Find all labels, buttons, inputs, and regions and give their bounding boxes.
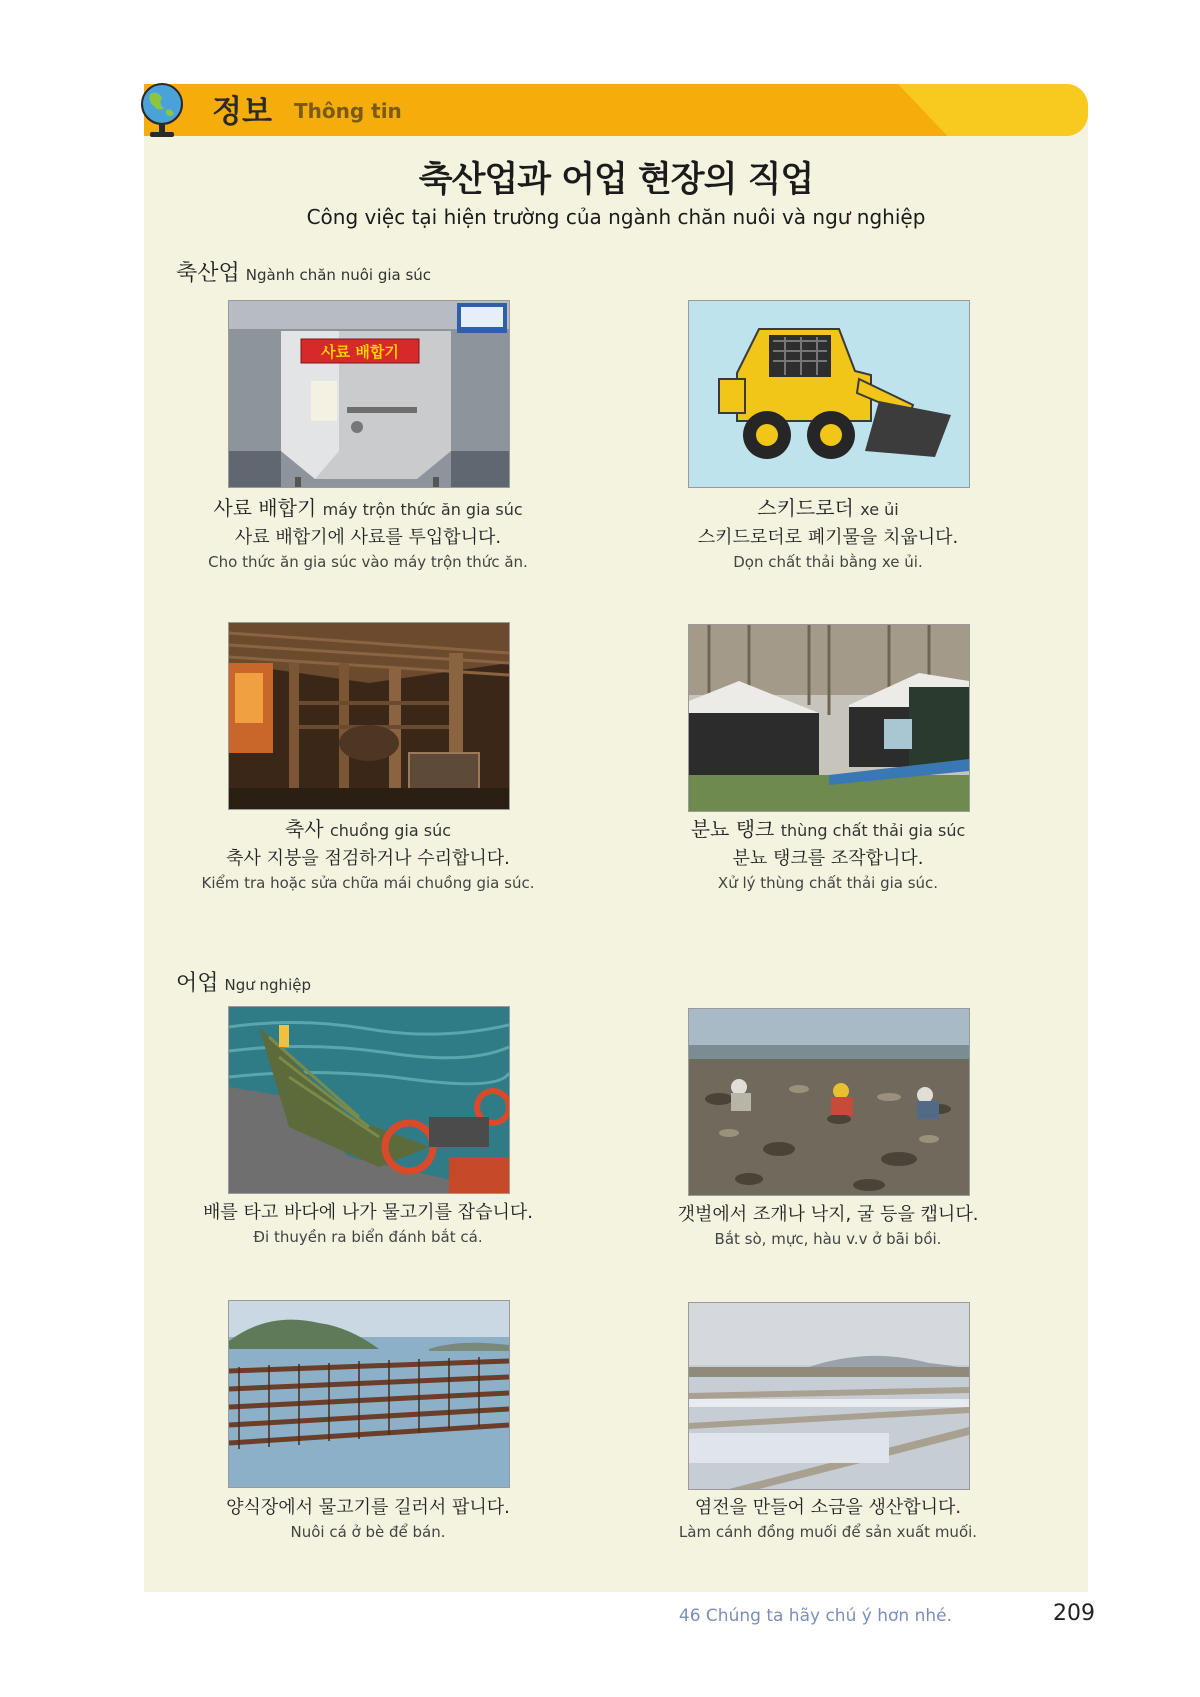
term-vi: chuồng gia súc: [329, 821, 451, 840]
section-livestock: [176, 256, 431, 287]
sentence-ko: 배를 타고 바다에 나가 물고기를 잡습니다.: [203, 1202, 533, 1223]
term-ko: 분뇨 탱크: [690, 817, 775, 841]
sentence-vi: Kiểm tra hoặc sửa chữa mái chuồng gia súc.: [201, 874, 535, 892]
section-fishery: [176, 966, 311, 997]
page-title-vi: Công việc tại hiện trường của ngành chăn nuôi và ngư nghiệp: [306, 205, 926, 229]
section-title-ko: 어업: [176, 971, 219, 996]
sentence-vi: Dọn chất thải bằng xe ủi.: [733, 553, 923, 571]
sentence-ko: 축사 지붕을 점검하거나 수리합니다.: [226, 848, 510, 869]
section-title-ko: 축산업: [176, 261, 240, 286]
term-vi: thùng chất thải gia súc: [780, 821, 966, 840]
caption-mudflat: [618, 1201, 1038, 1249]
section-title-vi: Ngành chăn nuôi gia súc: [245, 266, 432, 284]
footer-lesson: 46 Chúng ta hãy chú ý hơn nhé.: [678, 1606, 952, 1626]
sentence-vi: Bắt sò, mực, hàu v.v ở bãi bồi.: [714, 1230, 942, 1248]
photo-sign-text: 사료 배합기: [321, 343, 399, 361]
sentence-ko: 분뇨 탱크를 조작합니다.: [732, 848, 924, 869]
term-ko: 사료 배합기: [213, 496, 317, 520]
caption-fishing-boat: [158, 1199, 578, 1247]
term-vi: xe ủi: [860, 500, 899, 519]
photo-barn: [228, 622, 510, 810]
term-ko: 축사: [284, 817, 324, 841]
photo-fishing-boat: [228, 1006, 510, 1194]
sentence-ko: 염전을 만들어 소금을 생산합니다.: [694, 1497, 962, 1518]
sentence-vi: Đi thuyền ra biển đánh bắt cá.: [253, 1228, 483, 1246]
sentence-ko: 사료 배합기에 사료를 투입합니다.: [234, 527, 502, 548]
photo-feed-mixer: [228, 300, 510, 488]
globe-icon: [136, 80, 188, 140]
caption-skid-loader: [618, 494, 1038, 572]
photo-skid-loader: [688, 300, 970, 488]
caption-salt-field: [618, 1494, 1038, 1542]
caption-manure-tank: [618, 815, 1038, 893]
caption-barn: [158, 815, 578, 893]
sentence-vi: Cho thức ăn gia súc vào máy trộn thức ăn.: [208, 553, 528, 571]
term-vi: máy trộn thức ăn gia súc: [322, 500, 523, 519]
sentence-ko: 양식장에서 물고기를 길러서 팝니다.: [226, 1497, 510, 1518]
photo-salt-field: [688, 1302, 970, 1490]
page-title-ko: 축산업과 어업 현장의 직업: [418, 160, 814, 200]
sentence-ko: 갯벌에서 조개나 낙지, 굴 등을 캡니다.: [677, 1204, 979, 1225]
page-number: 209: [1053, 1601, 1095, 1626]
photo-manure-tank: [688, 624, 970, 812]
sentence-vi: Làm cánh đồng muối để sản xuất muối.: [678, 1523, 978, 1541]
sentence-vi: Xử lý thùng chất thải gia súc.: [717, 874, 939, 892]
badge-vi: Thông tin: [294, 99, 402, 123]
info-banner: [144, 84, 1088, 136]
section-title-vi: Ngư nghiệp: [224, 976, 311, 994]
sentence-ko: 스키드로더로 폐기물을 치웁니다.: [697, 527, 959, 548]
photo-mudflat: [688, 1008, 970, 1196]
caption-feed-mixer: [158, 494, 578, 572]
caption-fish-farm: [158, 1494, 578, 1542]
term-ko: 스키드로더: [757, 496, 854, 520]
photo-fish-farm: [228, 1300, 510, 1488]
badge-ko: 정보: [212, 94, 272, 130]
sentence-vi: Nuôi cá ở bè để bán.: [290, 1523, 446, 1541]
